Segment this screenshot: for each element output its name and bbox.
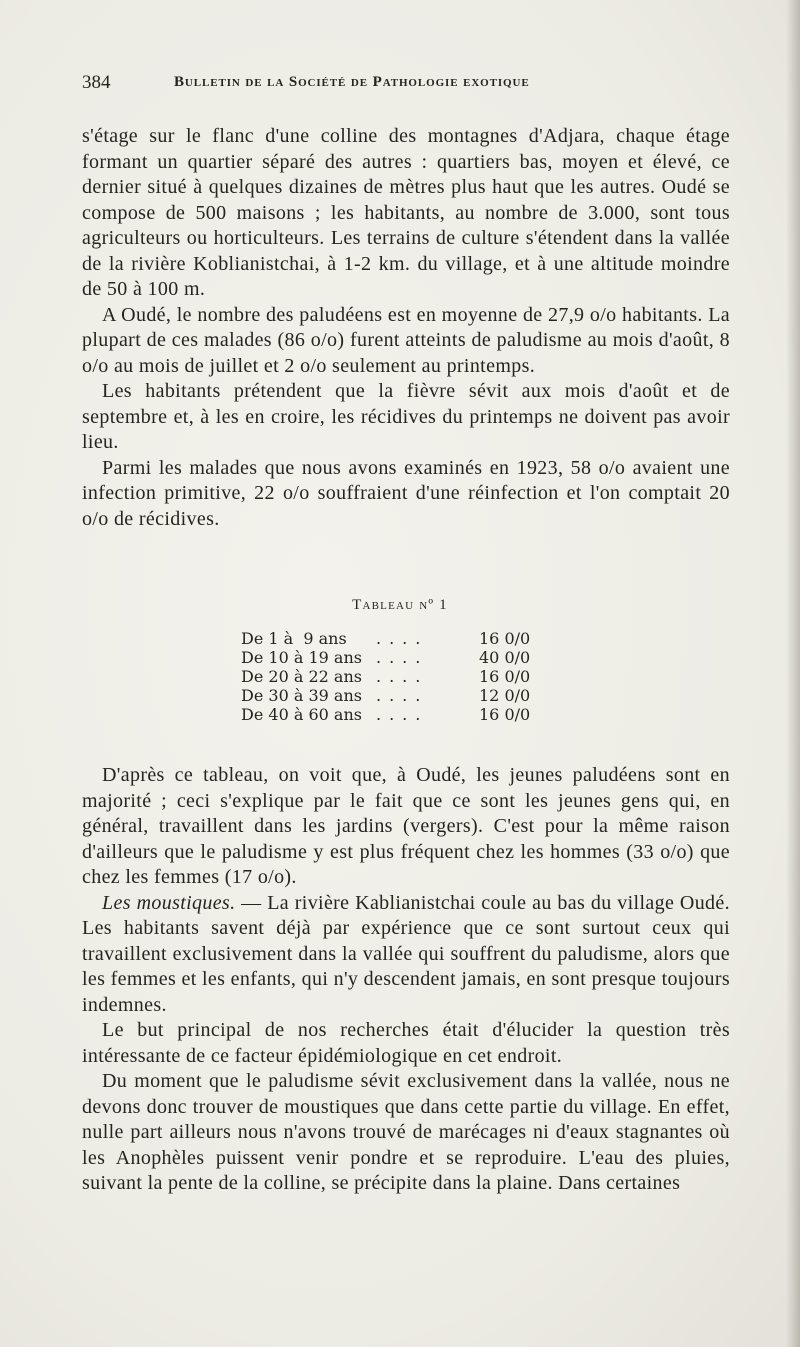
table-row: [241, 705, 571, 724]
percentage-value: 12 0/0: [479, 686, 531, 705]
leader-dots: ....: [376, 648, 429, 667]
age-range: De 20 à 22 ans: [241, 667, 362, 686]
running-title: Bulletin de la Société de Pathologie exotique: [174, 74, 530, 90]
page-header: [82, 72, 722, 98]
percentage-value: 40 0/0: [479, 648, 531, 667]
page-number: 384: [82, 72, 111, 93]
percentage-value: 16 0/0: [479, 667, 531, 686]
paragraph: Du moment que le paludisme sévit exclusivement dans la vallée, nous ne devons donc trouver de moustiques que dans cette partie du village. En effet, nulle part ailleurs nous n'avons trouvé de marécages ni d'eaux stagnantes où les Anophèles puissent venir pondre et se reproduire. L'eau des pluies, suivant la pente de la colline, se précipite dans la plaine. Dans certaines: [82, 1070, 730, 1194]
table-title: Tableau nº 1: [352, 597, 448, 613]
age-range: De 40 à 60 ans: [241, 705, 362, 724]
table-row: [241, 629, 571, 648]
leader-dots: ....: [376, 667, 429, 686]
body-text-before-table: [82, 124, 730, 532]
paragraph: Les habitants prétendent que la fièvre sévit aux mois d'août et de septembre et, à les en croire, les récidives du printemps ne doivent pas avoir lieu.: [82, 380, 730, 453]
paragraph: A Oudé, le nombre des paludéens est en moyenne de 27,9 o/o habitants. La plupart de ces malades (86 o/o) furent atteints de paludisme au mois d'août, 8 o/o au mois de juillet et 2 o/o seulement au printemps.: [82, 303, 730, 377]
body-text-after-table: [82, 763, 730, 1197]
age-range: De 10 à 19 ans: [241, 648, 362, 667]
percentage-value: 16 0/0: [479, 705, 531, 724]
leader-dots: ....: [376, 705, 429, 724]
section-heading-italic: Les moustiques.: [102, 891, 236, 914]
leader-dots: ....: [376, 629, 429, 648]
page-edge-shadow: [786, 0, 800, 1347]
paragraph: [82, 891, 730, 1019]
leader-dots: ....: [376, 686, 429, 705]
table-row: [241, 648, 571, 667]
age-range: De 1 à 9 ans: [241, 629, 347, 648]
paragraph-text: — La rivière Kablianistchai coule au bas du village Oudé. Les habitants savent déjà par expérience que ce sont surtout ceux qui travaillent exclusivement dans la vallée qui souffrent du paludisme, alors que les femmes et les enfants, qui n'y descendent jamais, en sont presque toujours indemnes.: [82, 891, 730, 1016]
paragraph: s'étage sur le flanc d'une colline des montagnes d'Adjara, chaque étage formant un quartier séparé des autres : quartiers bas, moyen et élevé, ce dernier situé à quelques dizaines de mètres plus haut que les autres. Oudé se compose de 500 maisons ; les habitants, au nombre de 3.000, sont tous agriculteurs ou horticulteurs. Les terrains de culture s'étendent dans la vallée de la rivière Koblianistchai, à 1-2 km. du village, et à une altitude moindre de 50 à 100 m.: [82, 125, 730, 300]
paragraph: D'après ce tableau, on voit que, à Oudé, les jeunes paludéens sont en majorité ; ceci s'explique par le fait que ce sont les jeunes gens qui, en général, travaillent dans les jardins (vergers). C'est pour la même raison d'ailleurs que le paludisme y est plus fréquent chez les hommes (33 o/o) que chez les femmes (17 o/o).: [82, 764, 730, 888]
table-row: [241, 686, 571, 705]
table-row: [241, 667, 571, 686]
age-distribution-table: [241, 629, 571, 724]
percentage-value: 16 0/0: [479, 629, 531, 648]
paragraph: Parmi les malades que nous avons examinés en 1923, 58 o/o avaient une infection primitive, 22 o/o souffraient d'une réinfection et l'on comptait 20 o/o de récidives.: [82, 456, 730, 530]
paragraph: Le but principal de nos recherches était d'élucider la question très intéressante de ce facteur épidémiologique en cet endroit.: [82, 1019, 730, 1067]
age-range: De 30 à 39 ans: [241, 686, 362, 705]
